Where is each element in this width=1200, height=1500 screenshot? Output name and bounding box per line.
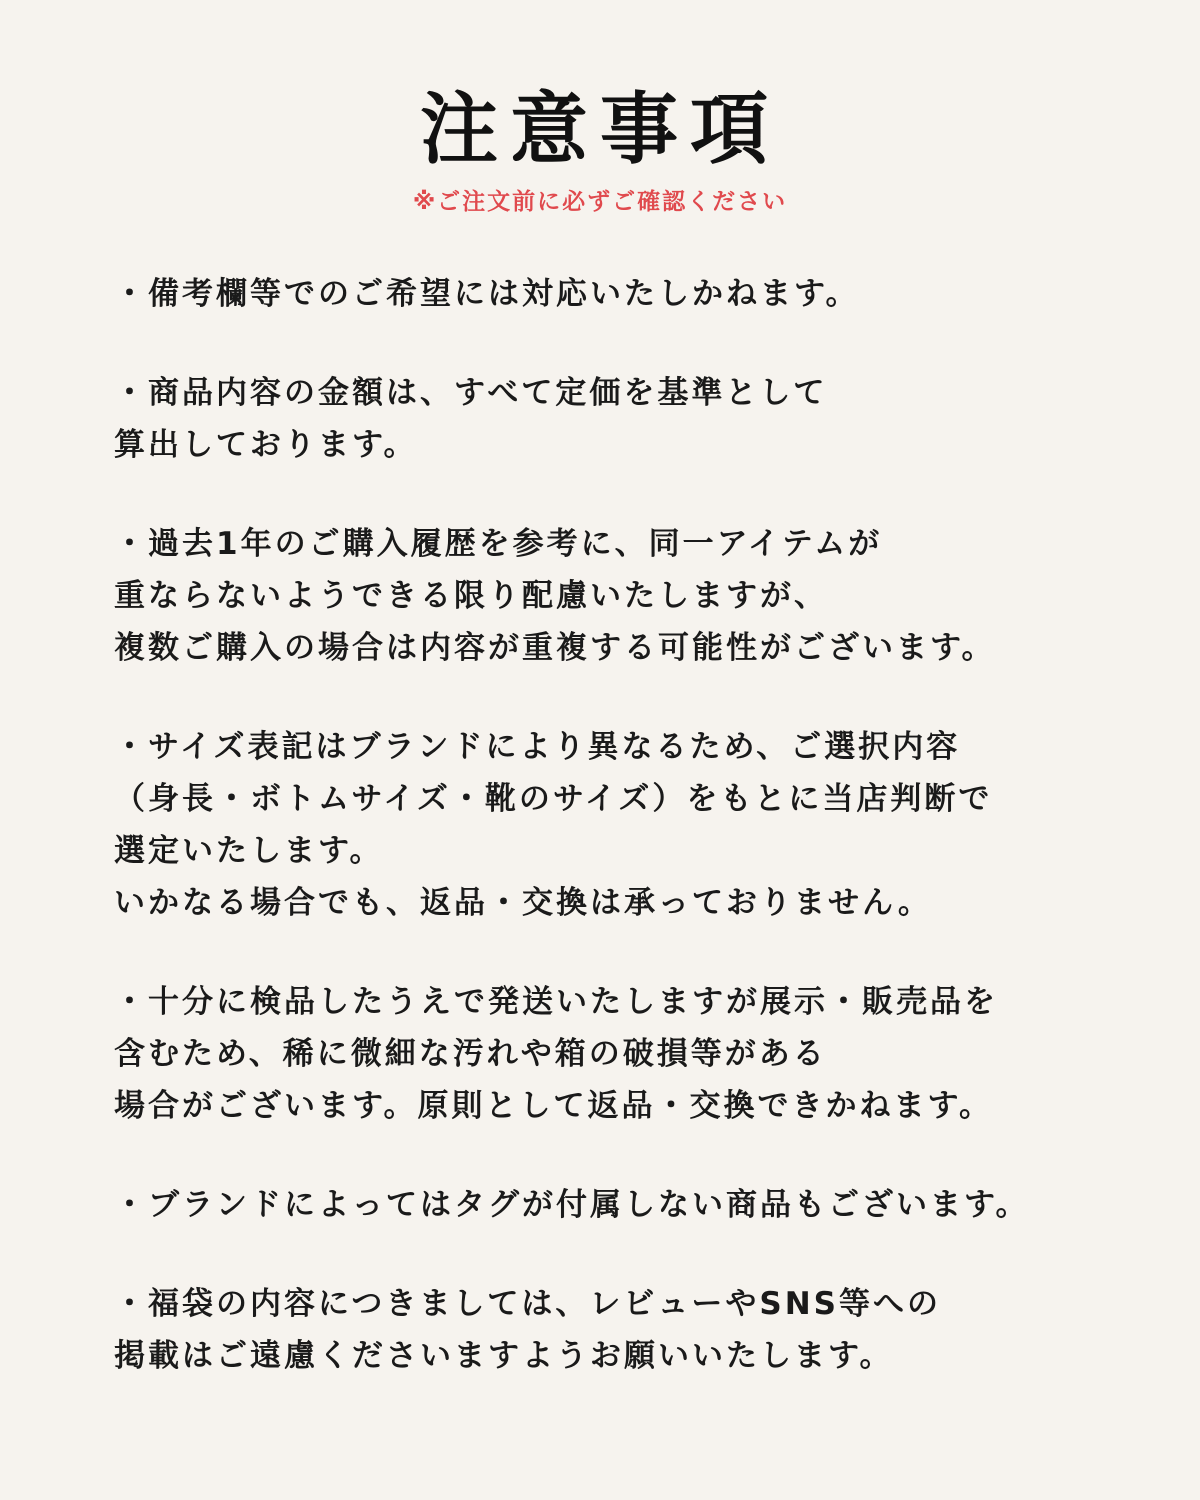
page-subtitle: ※ご注文前に必ずご確認ください [412,189,788,215]
note-line: ・福袋の内容につきましては、レビューやSNS等への [114,1286,941,1322]
note-item [114,518,1184,674]
note-line: 算出しております。 [114,427,418,463]
note-line: 複数ご購入の場合は内容が重複する可能性がございます。 [114,630,996,666]
note-item [114,1278,1184,1382]
note-line: ・過去1年のご購入履歴を参考に、同一アイテムが [114,526,883,562]
note-item [114,268,1184,320]
page-title: 注意事項 [419,85,780,175]
note-item [114,721,1184,929]
notes-list [114,268,1184,1429]
note-item [114,976,1184,1132]
note-line: 掲載はご遠慮くださいますようお願いいたします。 [114,1338,894,1374]
note-item [114,367,1184,471]
note-line: ・備考欄等でのご希望には対応いたしかねます。 [114,276,860,312]
note-item [114,1179,1184,1231]
note-line: 選定いたします。 [114,833,384,869]
note-line: ・サイズ表記はブランドにより異なるため、ご選択内容 [114,729,961,765]
note-line: ・十分に検品したうえで発送いたしますが展示・販売品を [114,984,998,1020]
note-line: 場合がございます。原則として返品・交換できかねます。 [114,1088,994,1124]
note-line: 重ならないようできる限り配慮いたしますが、 [114,578,828,614]
note-line: 含むため、稀に微細な汚れや箱の破損等がある [114,1036,827,1072]
note-line: ・ブランドによってはタグが付属しない商品もございます。 [114,1187,1030,1223]
note-line: ・商品内容の金額は、すべて定価を基準として [114,375,828,411]
note-line: いかなる場合でも、返品・交換は承っておりません。 [114,885,932,921]
note-line: （身長・ボトムサイズ・靴のサイズ）をもとに当店判断で [114,781,993,817]
